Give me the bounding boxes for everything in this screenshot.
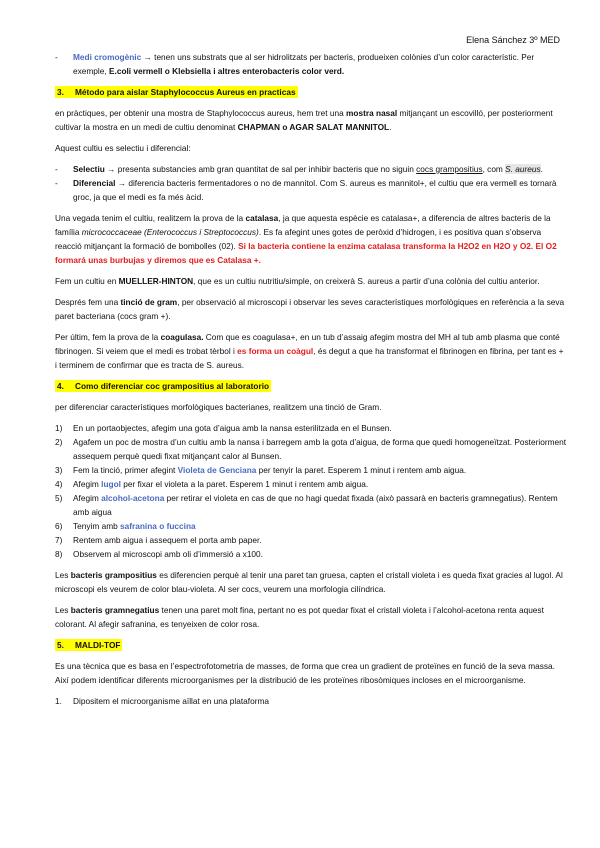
section-5-heading [55,638,567,652]
paragraph-maldi: Es una tècnica que es basa en l’espectrofotometria de masses, de forma que crea un gradient de proteïnes en funció de la seva massa. Així podem identificar diferents microorganismes per la distribució de les proteïnes ribosòmiques incloses en el microorganisme. [55,661,555,685]
paragraph-catalasa: Una vegada tenim el cultiu, realitzem la prova de la catalasa, ja que aquesta espècie es catalasa+, a diferencia de altres bacteris de la família micrococcaceae (Enterococcus i Streptococcus). Es fa afegint unes gotes de peròxid d’hidrogen, i es positiva quan s’observa reacció mitjançant la formació de bombolles (02). Si la bacteria contiene la enzima catalasa transforma la H2O2 en H2O y O2. El O2 formará unas burbujas y diremos que es Catalasa +. [55,213,557,265]
gram-steps-list [55,421,567,561]
list-item: 6) Tenyim amb safranina o fuccina [55,521,196,531]
paragraph-mueller-hinton: Fem un cultiu en MUELLER-HINTON, que es un cultiu nutritiu/simple, on creixerà S. aureus a partir d’una colònia del cultiu anterior. [55,276,540,286]
section-3-number: 3. [57,87,64,97]
document-body [55,50,567,708]
paragraph: per diferenciar característiques morfològiques bacterianes, realitzem una tinció de Gram. [55,402,382,412]
section-3-title: Método para aislar Staphylococcus Aureus en practicas [75,87,296,97]
bullet-marker: - [55,52,58,62]
paragraph-coagulasa: Per últim, fem la prova de la coagulasa. Com que es coagulasa+, en un tub d’assaig afegim mostra del MH al tub amb plasma que conté fibrinogen. Si veiem que el medi es trobat tèrbol i es forma un coàgul, és degut a que ha transformat el fibrinogen en fibrina, per tant es + i terminem de confirmar que es tracta de S. aureus. [55,332,564,370]
list-item: 5) Afegim alcohol-acetona per retirar el violeta en cas de que no hagi quedat fixada (això passarà en bacteris gramnegatius). Rentem amb aigua [55,493,558,517]
term-medi-cromogenic: Medi cromogènic [73,52,142,62]
list-item: 7) Rentem amb aigua i assequem el porta amb paper. [55,535,262,545]
paragraph-gramnegatius: Les bacteris gramnegatius tenen una paret molt fina, pertant no es pot quedar fixat el cristall violeta i l’alcohol-acetona renta aquest colorant. Al afegir safranina, es tenyeixen de color rosa. [55,605,544,629]
list-item: 3) Fem la tinció, primer afegint Violeta de Genciana per tenyir la paret. Esperem 1 minut i rentem amb aigua. [55,465,467,475]
bullet-text: → tenen uns substrats que al ser hidrolitzats per bacteris, produeixen colònies d’un color característic. Per exemple, [73,52,535,76]
list-item: 1) En un portaobjectes, afegim una gota d’aigua amb la nansa esterilitzada en el Bunsen. [55,423,392,433]
paragraph: en pràctiques, per obtenir una mostra de Staphylococcus aureus, hem tret una mostra nasal mitjançant un escovilló, per posteriorment cultivar la mostra en un medi de cultiu denominat CHAPMAN o AGAR SALAT MANNITOL. [55,108,553,132]
section-3-heading [55,85,567,99]
section-4-heading [55,379,567,393]
section-4-number: 4. [57,381,64,391]
bullet-example: E.coli vermell o Klebsiella i altres enterobacteris color verd. [108,66,345,76]
header-author: Elena Sánchez 3º MED [466,35,560,45]
bullet-selectiu: - Selectiu → presenta substancies amb gran quantitat de sal per inhibir bacteris que no siguin cocs grampositius, com S. aureus. [55,164,543,174]
paragraph-tincio-gram: Després fem una tinció de gram, per observació al microscopi i observar les seves característiques morfològiques en referència a la seva paret bacteriana (cocs gram +). [55,297,565,321]
list-item: 8) Observem al microscopi amb oli d’immersió a x100. [55,549,263,559]
list-item: 4) Afegim lugol per fixar el violeta a la paret. Esperem 1 minut i rentem amb aigua. [55,479,369,489]
section-5-title: MALDI-TOF [75,640,121,650]
paragraph-grampositius: Les bacteris grampositius es diferencien perquè al tenir una paret tan gruesa, capten el cristall violeta i es queda fixat gracies al lugol. Al microscopi els veurem de color blau-violeta. Al ser cocs, veurem una morfologia cilíndrica. [55,570,563,594]
bullet-medi-cromogenic [55,50,567,78]
section-5-number: 5. [57,640,64,650]
section-4-title: Como diferenciar coc grampositius al laboratorio [75,381,270,391]
list-item: 1. Dipositem el microorganisme aïllat en una plataforma [55,696,269,706]
bullet-diferencial: - Diferencial → diferencia bacteris fermentadores o no de mannitol. Com S. aureus es mannitol+, el cultiu que era vermell es tornarà groc, ja que el medi es fa més àcid. [55,178,557,202]
list-item: 2) Agafem un poc de mostra d’un cultiu amb la nansa i barregem amb la gota d’aigua, de forma que quedi homogeneïtzat. Posteriorment assequem perquè quedi fixat mitjançant calor al Bunsen. [55,437,567,461]
paragraph: Aquest cultiu es selectiu i diferencial: [55,143,191,153]
